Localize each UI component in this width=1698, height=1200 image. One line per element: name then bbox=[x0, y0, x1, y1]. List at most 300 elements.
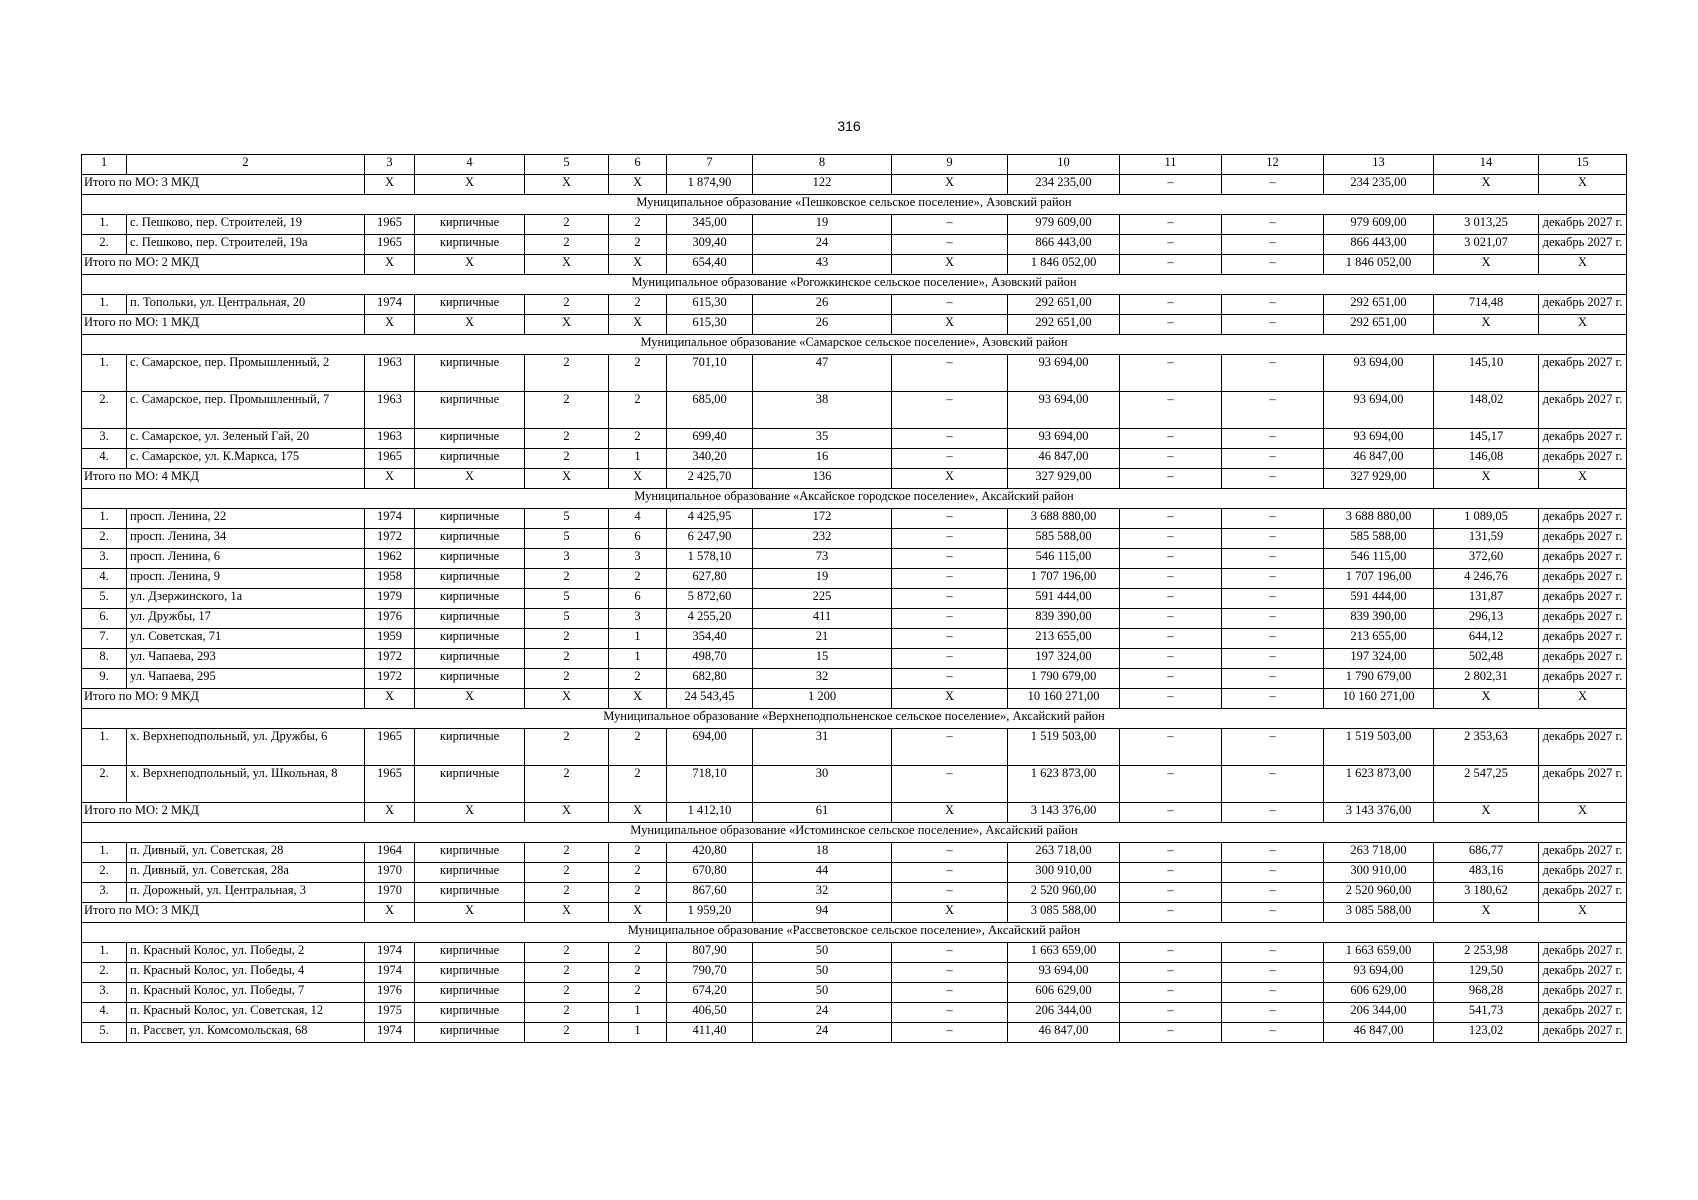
table-cell: – bbox=[1120, 629, 1222, 649]
table-cell: 1958 bbox=[365, 569, 415, 589]
building-row bbox=[82, 549, 1627, 569]
municipality-name: Муниципальное образование «Аксайское городское поселение», Аксайский район bbox=[82, 489, 1627, 509]
building-row bbox=[82, 392, 1627, 429]
table-body bbox=[82, 155, 1627, 1043]
subtotal-cell: X bbox=[1434, 469, 1539, 489]
table-cell: кирпичные bbox=[415, 392, 525, 429]
table-cell: 1 bbox=[609, 1003, 667, 1023]
subtotal-cell: 3 085 588,00 bbox=[1008, 903, 1120, 923]
table-cell: 2 bbox=[525, 963, 609, 983]
table-cell: 2 bbox=[525, 883, 609, 903]
building-row bbox=[82, 983, 1627, 1003]
address-cell: п. Красный Колос, ул. Советская, 12 bbox=[127, 1003, 365, 1023]
table-cell: – bbox=[1120, 235, 1222, 255]
table-cell: – bbox=[1222, 529, 1324, 549]
table-cell: – bbox=[892, 766, 1008, 803]
table-cell: 197 324,00 bbox=[1324, 649, 1434, 669]
subtotal-cell: 1 412,10 bbox=[667, 803, 753, 823]
address-cell: п. Рассвет, ул. Комсомольская, 68 bbox=[127, 1023, 365, 1043]
table-cell: 2 bbox=[525, 392, 609, 429]
table-cell: 1 519 503,00 bbox=[1008, 729, 1120, 766]
table-cell: 2 520 960,00 bbox=[1008, 883, 1120, 903]
table-cell: 93 694,00 bbox=[1008, 429, 1120, 449]
building-row bbox=[82, 589, 1627, 609]
table-cell: 32 bbox=[753, 669, 892, 689]
table-cell: 411,40 bbox=[667, 1023, 753, 1043]
building-row bbox=[82, 883, 1627, 903]
table-cell: кирпичные bbox=[415, 235, 525, 255]
table-cell: 2 bbox=[525, 649, 609, 669]
table-cell: 3 021,07 bbox=[1434, 235, 1539, 255]
table-cell: – bbox=[1222, 883, 1324, 903]
table-cell: 1 707 196,00 bbox=[1008, 569, 1120, 589]
table-cell: 685,00 bbox=[667, 392, 753, 429]
table-cell: 123,02 bbox=[1434, 1023, 1539, 1043]
table-cell: 1 790 679,00 bbox=[1324, 669, 1434, 689]
subtotal-cell: X bbox=[415, 803, 525, 823]
table-cell: 1 578,10 bbox=[667, 549, 753, 569]
municipality-header-row bbox=[82, 335, 1627, 355]
subtotal-cell: X bbox=[525, 689, 609, 709]
table-cell: – bbox=[892, 1003, 1008, 1023]
table-cell: 1 bbox=[609, 449, 667, 469]
municipality-name: Муниципальное образование «Пешковское сельское поселение», Азовский район bbox=[82, 195, 1627, 215]
table-cell: – bbox=[1222, 629, 1324, 649]
table-cell: – bbox=[1222, 549, 1324, 569]
table-cell: 46 847,00 bbox=[1008, 449, 1120, 469]
table-cell: – bbox=[1222, 963, 1324, 983]
table-cell: 263 718,00 bbox=[1324, 843, 1434, 863]
table-cell: 35 bbox=[753, 429, 892, 449]
subtotal-cell: X bbox=[609, 175, 667, 195]
subtotal-cell: X bbox=[525, 803, 609, 823]
table-cell: – bbox=[1120, 549, 1222, 569]
subtotal-label: Итого по МО: 1 МКД bbox=[82, 315, 365, 335]
table-cell: 2. bbox=[82, 235, 127, 255]
table-cell: 2 bbox=[609, 843, 667, 863]
subtotal-cell: – bbox=[1222, 315, 1324, 335]
table-cell: 1979 bbox=[365, 589, 415, 609]
table-cell: – bbox=[1222, 355, 1324, 392]
address-cell: просп. Ленина, 34 bbox=[127, 529, 365, 549]
table-cell: 38 bbox=[753, 392, 892, 429]
table-cell: – bbox=[892, 629, 1008, 649]
table-cell: 2 bbox=[525, 843, 609, 863]
table-cell: – bbox=[1120, 983, 1222, 1003]
building-row bbox=[82, 215, 1627, 235]
table-cell: – bbox=[892, 843, 1008, 863]
address-cell: ул. Чапаева, 295 bbox=[127, 669, 365, 689]
subtotal-cell: – bbox=[1222, 469, 1324, 489]
table-cell: кирпичные bbox=[415, 609, 525, 629]
subtotal-cell: X bbox=[415, 315, 525, 335]
table-cell: 541,73 bbox=[1434, 1003, 1539, 1023]
subtotal-cell: X bbox=[1539, 803, 1627, 823]
table-cell: 2 bbox=[609, 235, 667, 255]
subtotal-cell: X bbox=[1434, 315, 1539, 335]
table-cell: – bbox=[1222, 295, 1324, 315]
subtotal-cell: X bbox=[1539, 903, 1627, 923]
column-number-cell: 12 bbox=[1222, 155, 1324, 175]
column-number-cell: 7 bbox=[667, 155, 753, 175]
page-number: 316 bbox=[837, 118, 861, 134]
address-cell: п. Красный Колос, ул. Победы, 4 bbox=[127, 963, 365, 983]
subtotal-cell: X bbox=[415, 175, 525, 195]
table-cell: – bbox=[1222, 863, 1324, 883]
table-cell: декабрь 2027 г. bbox=[1539, 295, 1627, 315]
table-cell: 3. bbox=[82, 429, 127, 449]
table-cell: – bbox=[892, 589, 1008, 609]
table-cell: – bbox=[1222, 609, 1324, 629]
table-cell: 131,59 bbox=[1434, 529, 1539, 549]
table-cell: – bbox=[892, 235, 1008, 255]
address-cell: х. Верхнеподпольный, ул. Дружбы, 6 bbox=[127, 729, 365, 766]
subtotal-cell: X bbox=[1539, 315, 1627, 335]
table-cell: 24 bbox=[753, 1003, 892, 1023]
table-cell: 1 663 659,00 bbox=[1324, 943, 1434, 963]
table-cell: – bbox=[892, 295, 1008, 315]
building-row bbox=[82, 629, 1627, 649]
subtotal-row bbox=[82, 255, 1627, 275]
table-cell: 406,50 bbox=[667, 1003, 753, 1023]
table-cell: 3. bbox=[82, 983, 127, 1003]
table-cell: 3 013,25 bbox=[1434, 215, 1539, 235]
table-cell: 2 bbox=[609, 766, 667, 803]
table-cell: 340,20 bbox=[667, 449, 753, 469]
municipality-header-row bbox=[82, 489, 1627, 509]
subtotal-cell: 3 085 588,00 bbox=[1324, 903, 1434, 923]
table-cell: 606 629,00 bbox=[1008, 983, 1120, 1003]
municipality-name: Муниципальное образование «Рассветовское сельское поселение», Аксайский район bbox=[82, 923, 1627, 943]
column-number-cell: 11 bbox=[1120, 155, 1222, 175]
table-cell: 213 655,00 bbox=[1008, 629, 1120, 649]
table-cell: 3. bbox=[82, 883, 127, 903]
table-cell: 2 520 960,00 bbox=[1324, 883, 1434, 903]
table-cell: 2 bbox=[609, 569, 667, 589]
subtotal-cell: X bbox=[1434, 803, 1539, 823]
table-cell: кирпичные bbox=[415, 529, 525, 549]
table-cell: – bbox=[1120, 729, 1222, 766]
subtotal-cell: 292 651,00 bbox=[1008, 315, 1120, 335]
subtotal-cell: X bbox=[609, 315, 667, 335]
table-cell: 6 247,90 bbox=[667, 529, 753, 549]
table-cell: 2 bbox=[609, 392, 667, 429]
table-cell: 2 bbox=[525, 1023, 609, 1043]
subtotal-cell: X bbox=[415, 903, 525, 923]
table-cell: кирпичные bbox=[415, 883, 525, 903]
table-cell: 148,02 bbox=[1434, 392, 1539, 429]
subtotal-label: Итого по МО: 4 МКД bbox=[82, 469, 365, 489]
table-cell: 93 694,00 bbox=[1324, 429, 1434, 449]
table-cell: декабрь 2027 г. bbox=[1539, 843, 1627, 863]
table-cell: – bbox=[892, 529, 1008, 549]
building-row bbox=[82, 609, 1627, 629]
municipality-name: Муниципальное образование «Самарское сельское поселение», Азовский район bbox=[82, 335, 1627, 355]
subtotal-label: Итого по МО: 3 МКД bbox=[82, 175, 365, 195]
table-cell: 1 623 873,00 bbox=[1008, 766, 1120, 803]
table-cell: 1972 bbox=[365, 669, 415, 689]
table-cell: 790,70 bbox=[667, 963, 753, 983]
table-cell: 606 629,00 bbox=[1324, 983, 1434, 1003]
table-cell: 2 bbox=[525, 983, 609, 1003]
table-cell: 4. bbox=[82, 1003, 127, 1023]
table-cell: декабрь 2027 г. bbox=[1539, 983, 1627, 1003]
table-cell: декабрь 2027 г. bbox=[1539, 963, 1627, 983]
subtotal-cell: X bbox=[365, 903, 415, 923]
table-cell: 411 bbox=[753, 609, 892, 629]
table-cell: 1963 bbox=[365, 355, 415, 392]
municipality-header-row bbox=[82, 823, 1627, 843]
table-cell: 2. bbox=[82, 963, 127, 983]
table-cell: – bbox=[892, 509, 1008, 529]
table-cell: 591 444,00 bbox=[1324, 589, 1434, 609]
table-cell: 263 718,00 bbox=[1008, 843, 1120, 863]
address-cell: п. Дорожный, ул. Центральная, 3 bbox=[127, 883, 365, 903]
table-cell: 1 bbox=[609, 1023, 667, 1043]
table-cell: – bbox=[1222, 649, 1324, 669]
subtotal-cell: 10 160 271,00 bbox=[1008, 689, 1120, 709]
address-cell: с. Самарское, пер. Промышленный, 7 bbox=[127, 392, 365, 429]
table-cell: 1974 bbox=[365, 963, 415, 983]
table-cell: – bbox=[1120, 766, 1222, 803]
table-cell: 5 bbox=[525, 509, 609, 529]
address-cell: с. Самарское, ул. К.Маркса, 175 bbox=[127, 449, 365, 469]
table-cell: 131,87 bbox=[1434, 589, 1539, 609]
subtotal-cell: 654,40 bbox=[667, 255, 753, 275]
table-cell: кирпичные bbox=[415, 649, 525, 669]
table-cell: декабрь 2027 г. bbox=[1539, 729, 1627, 766]
address-cell: ул. Советская, 71 bbox=[127, 629, 365, 649]
building-row bbox=[82, 766, 1627, 803]
table-cell: кирпичные bbox=[415, 766, 525, 803]
table-cell: 585 588,00 bbox=[1324, 529, 1434, 549]
table-cell: 674,20 bbox=[667, 983, 753, 1003]
building-row bbox=[82, 429, 1627, 449]
table-cell: кирпичные bbox=[415, 729, 525, 766]
subtotal-label: Итого по МО: 3 МКД bbox=[82, 903, 365, 923]
column-number-cell: 10 bbox=[1008, 155, 1120, 175]
table-cell: 2 bbox=[525, 429, 609, 449]
table-cell: 46 847,00 bbox=[1324, 449, 1434, 469]
subtotal-row bbox=[82, 175, 1627, 195]
table-cell: 1976 bbox=[365, 983, 415, 1003]
table-cell: кирпичные bbox=[415, 1003, 525, 1023]
table-cell: 2 bbox=[525, 355, 609, 392]
subtotal-cell: X bbox=[1539, 689, 1627, 709]
address-cell: п. Топольки, ул. Центральная, 20 bbox=[127, 295, 365, 315]
column-number-cell: 13 bbox=[1324, 155, 1434, 175]
table-cell: 2 802,31 bbox=[1434, 669, 1539, 689]
table-cell: 93 694,00 bbox=[1008, 355, 1120, 392]
table-cell: 47 bbox=[753, 355, 892, 392]
table-cell: – bbox=[892, 943, 1008, 963]
table-cell: 50 bbox=[753, 943, 892, 963]
table-cell: 2. bbox=[82, 529, 127, 549]
table-cell: 1 790 679,00 bbox=[1008, 669, 1120, 689]
address-cell: просп. Ленина, 22 bbox=[127, 509, 365, 529]
table-cell: 93 694,00 bbox=[1324, 963, 1434, 983]
table-cell: 701,10 bbox=[667, 355, 753, 392]
table-cell: 699,40 bbox=[667, 429, 753, 449]
table-cell: 1965 bbox=[365, 766, 415, 803]
table-cell: 8. bbox=[82, 649, 127, 669]
table-cell: 93 694,00 bbox=[1008, 963, 1120, 983]
table-cell: декабрь 2027 г. bbox=[1539, 766, 1627, 803]
table-cell: – bbox=[892, 963, 1008, 983]
subtotal-cell: – bbox=[1222, 689, 1324, 709]
subtotal-cell: 2 425,70 bbox=[667, 469, 753, 489]
table-cell: – bbox=[1120, 649, 1222, 669]
table-cell: 2 bbox=[525, 215, 609, 235]
table-cell: 866 443,00 bbox=[1008, 235, 1120, 255]
table-cell: 1 bbox=[609, 629, 667, 649]
table-cell: 24 bbox=[753, 1023, 892, 1043]
table-cell: 50 bbox=[753, 983, 892, 1003]
table-cell: – bbox=[892, 215, 1008, 235]
subtotal-cell: 43 bbox=[753, 255, 892, 275]
table-cell: 93 694,00 bbox=[1008, 392, 1120, 429]
table-cell: 979 609,00 bbox=[1008, 215, 1120, 235]
subtotal-cell: 234 235,00 bbox=[1008, 175, 1120, 195]
table-cell: – bbox=[1120, 429, 1222, 449]
table-cell: – bbox=[1222, 766, 1324, 803]
table-cell: 206 344,00 bbox=[1008, 1003, 1120, 1023]
table-cell: 2 bbox=[525, 569, 609, 589]
table-cell: кирпичные bbox=[415, 1023, 525, 1043]
subtotal-cell: – bbox=[1120, 469, 1222, 489]
table-cell: – bbox=[1120, 295, 1222, 315]
table-cell: декабрь 2027 г. bbox=[1539, 235, 1627, 255]
table-cell: 372,60 bbox=[1434, 549, 1539, 569]
table-cell: – bbox=[1120, 883, 1222, 903]
subtotal-cell: X bbox=[1434, 175, 1539, 195]
subtotal-cell: 1 874,90 bbox=[667, 175, 753, 195]
table-cell: декабрь 2027 г. bbox=[1539, 549, 1627, 569]
subtotal-cell: 24 543,45 bbox=[667, 689, 753, 709]
table-cell: 968,28 bbox=[1434, 983, 1539, 1003]
table-cell: 714,48 bbox=[1434, 295, 1539, 315]
column-number-cell: 5 bbox=[525, 155, 609, 175]
table-cell: 30 bbox=[753, 766, 892, 803]
table-cell: 2. bbox=[82, 863, 127, 883]
table-cell: – bbox=[892, 569, 1008, 589]
table-cell: – bbox=[892, 983, 1008, 1003]
table-cell: 3 180,62 bbox=[1434, 883, 1539, 903]
table-cell: 2 bbox=[609, 355, 667, 392]
table-cell: – bbox=[1222, 589, 1324, 609]
table-cell: 18 bbox=[753, 843, 892, 863]
subtotal-cell: X bbox=[415, 469, 525, 489]
table-cell: 591 444,00 bbox=[1008, 589, 1120, 609]
subtotal-cell: X bbox=[525, 903, 609, 923]
table-cell: 225 bbox=[753, 589, 892, 609]
subtotal-label: Итого по МО: 2 МКД bbox=[82, 803, 365, 823]
table-cell: 483,16 bbox=[1434, 863, 1539, 883]
table-cell: – bbox=[892, 355, 1008, 392]
table-cell: – bbox=[1120, 609, 1222, 629]
table-cell: – bbox=[892, 729, 1008, 766]
table-cell: 2 253,98 bbox=[1434, 943, 1539, 963]
table-cell: кирпичные bbox=[415, 983, 525, 1003]
table-cell: – bbox=[1222, 449, 1324, 469]
table-cell: 2. bbox=[82, 766, 127, 803]
table-cell: кирпичные bbox=[415, 843, 525, 863]
building-row bbox=[82, 649, 1627, 669]
table-cell: 2 bbox=[525, 295, 609, 315]
table-cell: – bbox=[1120, 569, 1222, 589]
subtotal-cell: X bbox=[525, 315, 609, 335]
table-cell: 4 bbox=[609, 509, 667, 529]
building-row bbox=[82, 943, 1627, 963]
table-cell: 1. bbox=[82, 355, 127, 392]
table-cell: 670,80 bbox=[667, 863, 753, 883]
subtotal-row bbox=[82, 903, 1627, 923]
table-cell: – bbox=[1120, 1003, 1222, 1023]
table-cell: 3. bbox=[82, 549, 127, 569]
table-cell: 498,70 bbox=[667, 649, 753, 669]
table-cell: 21 bbox=[753, 629, 892, 649]
table-cell: 2 bbox=[609, 883, 667, 903]
subtotal-cell: X bbox=[1434, 255, 1539, 275]
subtotal-cell: 61 bbox=[753, 803, 892, 823]
table-cell: 292 651,00 bbox=[1008, 295, 1120, 315]
table-cell: кирпичные bbox=[415, 589, 525, 609]
table-cell: 2 bbox=[525, 863, 609, 883]
address-cell: просп. Ленина, 9 bbox=[127, 569, 365, 589]
table-cell: – bbox=[1222, 943, 1324, 963]
table-cell: 24 bbox=[753, 235, 892, 255]
table-cell: 1 663 659,00 bbox=[1008, 943, 1120, 963]
table-cell: – bbox=[1120, 589, 1222, 609]
table-cell: кирпичные bbox=[415, 629, 525, 649]
subtotal-cell: X bbox=[1539, 175, 1627, 195]
table-cell: 4 255,20 bbox=[667, 609, 753, 629]
table-cell: – bbox=[1120, 963, 1222, 983]
table-cell: 145,17 bbox=[1434, 429, 1539, 449]
table-cell: 4. bbox=[82, 449, 127, 469]
table-cell: кирпичные bbox=[415, 669, 525, 689]
subtotal-cell: X bbox=[1539, 255, 1627, 275]
subtotal-cell: X bbox=[365, 175, 415, 195]
table-cell: – bbox=[892, 609, 1008, 629]
subtotal-cell: X bbox=[365, 803, 415, 823]
table-cell: 5 bbox=[525, 589, 609, 609]
table-cell: – bbox=[892, 883, 1008, 903]
table-cell: 4 425,95 bbox=[667, 509, 753, 529]
table-cell: 292 651,00 bbox=[1324, 295, 1434, 315]
table-cell: – bbox=[892, 649, 1008, 669]
table-cell: кирпичные bbox=[415, 429, 525, 449]
table-cell: – bbox=[1222, 1003, 1324, 1023]
table-cell: 2 bbox=[609, 669, 667, 689]
table-cell: 3 bbox=[525, 549, 609, 569]
table-cell: – bbox=[1222, 1023, 1324, 1043]
table-cell: – bbox=[1120, 449, 1222, 469]
table-cell: декабрь 2027 г. bbox=[1539, 649, 1627, 669]
table-cell: 1965 bbox=[365, 215, 415, 235]
subtotal-cell: – bbox=[1120, 255, 1222, 275]
address-cell: с. Самарское, пер. Промышленный, 2 bbox=[127, 355, 365, 392]
subtotal-cell: – bbox=[1120, 803, 1222, 823]
table-cell: кирпичные bbox=[415, 943, 525, 963]
subtotal-cell: X bbox=[365, 689, 415, 709]
table-cell: кирпичные bbox=[415, 549, 525, 569]
table-cell: – bbox=[1222, 392, 1324, 429]
address-cell: п. Дивный, ул. Советская, 28а bbox=[127, 863, 365, 883]
subtotal-cell: X bbox=[609, 689, 667, 709]
building-row bbox=[82, 729, 1627, 766]
subtotal-cell: X bbox=[609, 903, 667, 923]
